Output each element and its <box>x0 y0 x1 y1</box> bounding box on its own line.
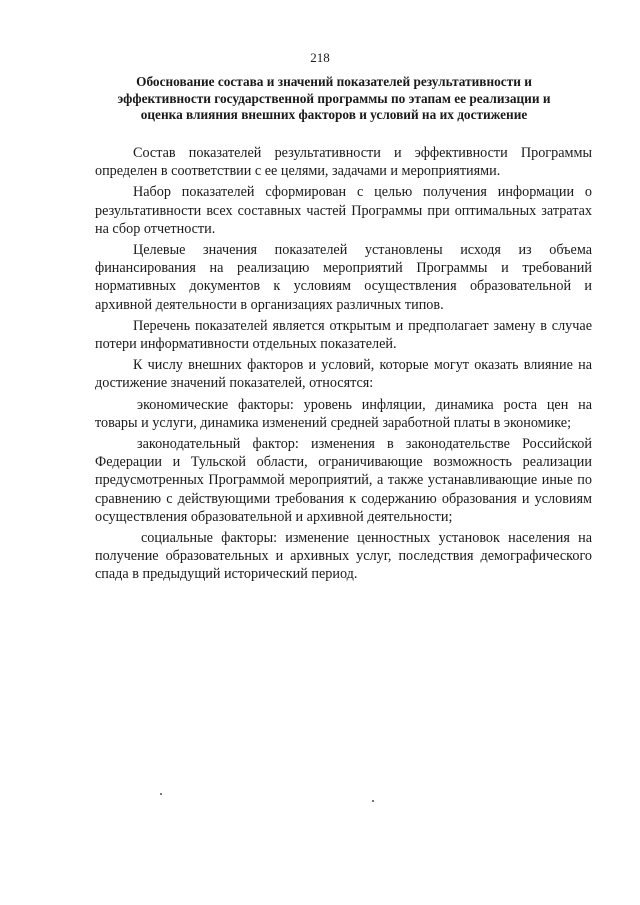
scan-speck <box>372 800 374 802</box>
heading-line: Обоснование состава и значений показателей результативности и <box>136 74 532 89</box>
scan-speck <box>160 793 162 795</box>
paragraph-composition: Состав показателей результативности и эффективности Программы определен в соответствии с ее целями, задачами и мероприятиями. <box>95 145 592 180</box>
paragraph-external-factors: К числу внешних факторов и условий, которые могут оказать влияние на достижение значений показателей, относятся: <box>95 357 592 392</box>
heading-line: эффективности государственной программы по этапам ее реализации и <box>117 90 551 106</box>
paragraph-legislative-factor: законодательный фактор: изменения в законодательстве Российской Федерации и Тульской области, ограничивающие возможность реализации предусмотренных Программой мероприятий, а также устанавливающие иные по сравнению с действующими требования к содержанию образования и условиям осуществления образовательной и архивной деятельности; <box>95 436 592 525</box>
paragraph-target-values: Целевые значения показателей установлены исходя из объема финансирования на реализацию мероприятий Программы и требований нормативных документов к условиям осуществления образовательной и архивной деятельности в организациях различных типов. <box>95 242 592 313</box>
paragraph-economic-factors: экономические факторы: уровень инфляции, динамика роста цен на товары и услуги, динамика изменений средней заработной платы в экономике; <box>95 396 592 431</box>
page-number: 218 <box>310 50 330 65</box>
paragraph-indicator-set: Набор показателей сформирован с целью получения информации о результативности всех составных частей Программы при оптимальных затратах на сбор отчетности. <box>95 184 592 237</box>
section-heading <box>92 74 576 124</box>
paragraph-indicator-list: Перечень показателей является открытым и предполагает замену в случае потери информативности отдельных показателей. <box>95 317 592 353</box>
paragraph-social-factors: социальные факторы: изменение ценностных установок населения на получение образовательных и архивных услуг, последствия демографического спада в предыдущий исторический период. <box>95 530 592 583</box>
heading-line: оценка влияния внешних факторов и условий на их достижение <box>140 107 528 122</box>
body-text <box>95 144 592 587</box>
